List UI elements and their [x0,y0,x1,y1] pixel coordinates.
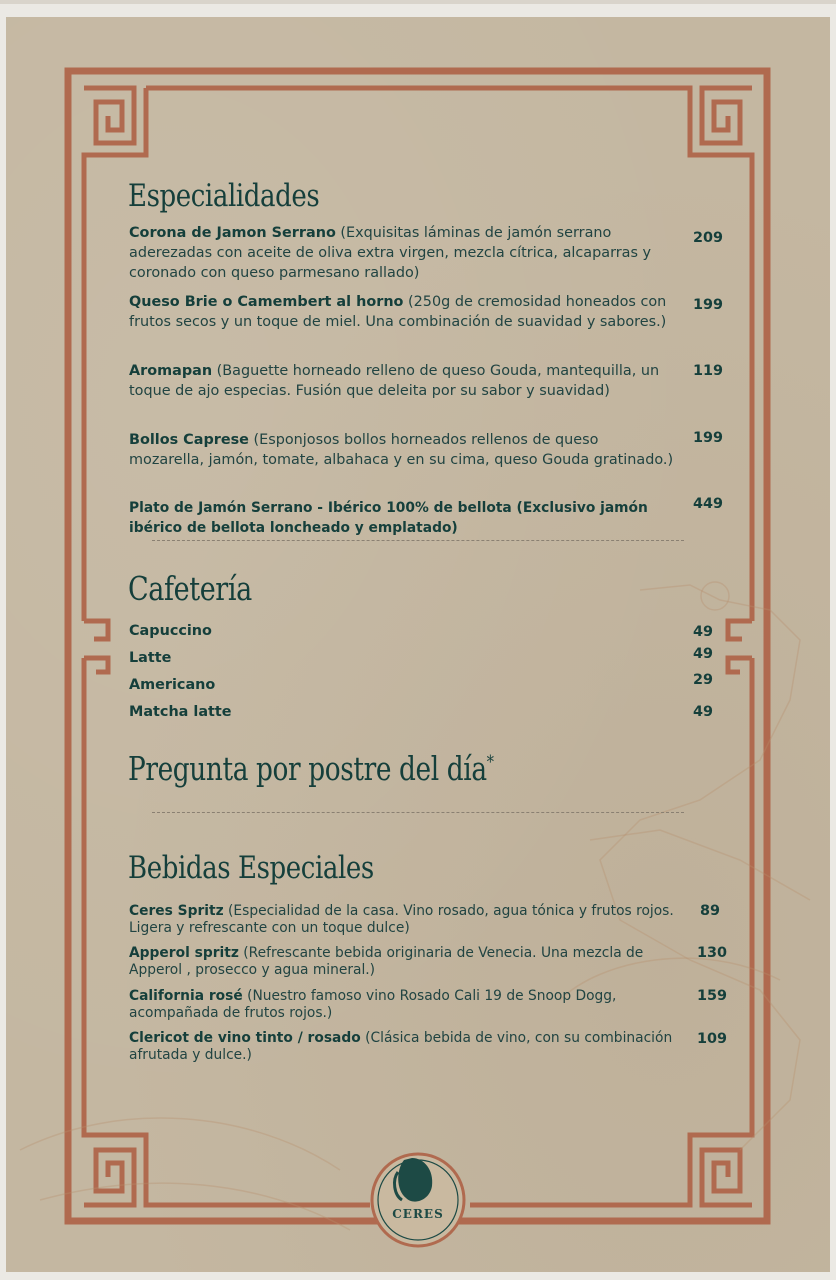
item-price: 89 [700,903,721,919]
menu-item [129,498,649,538]
menu-item [129,903,674,937]
item-name: Queso Brie o Camembert al horno [129,294,404,310]
menu-item [129,430,674,470]
item-price: 159 [697,988,728,1004]
logo-text: CERES [392,1207,444,1221]
item-price: 130 [697,945,728,961]
item-desc: (Especialidad de la casa. Vino rosado, agua tónica y frutos rojos. Ligera y refrescante con un toque dulce) [129,903,674,936]
item-desc: (Esponjosos bollos horneados rellenos de queso mozarella, jamón, tomate, albahaca y en su cima, queso Gouda gratinado.) [129,432,674,468]
menu-item [129,648,674,668]
item-name: Plato de Jamón Serrano - Ibérico 100% de bellota (Exclusivo jamón ibérico de bellota loncheado y emplatado) [129,500,648,536]
item-price: 449 [693,496,724,512]
menu-item [129,702,674,722]
menu-item [129,1030,674,1064]
menu-item [129,223,674,283]
item-name: Apperol spritz [129,945,239,961]
item-price: 209 [693,230,724,246]
item-desc: (Clásica bebida de vino, con su combinación afrutada y dulce.) [129,1030,673,1063]
item-price: 49 [693,624,714,640]
postre-notice [128,749,493,788]
item-desc: (250g de cremosidad honeados con frutos secos y un toque de miel. Una combinación de suavidad y sabores.) [129,294,667,330]
item-name: Americano [129,677,216,693]
menu-item [129,675,674,695]
item-name: Capuccino [129,623,212,639]
menu-item [129,621,674,641]
item-price: 29 [693,672,714,688]
menu-item [129,945,674,979]
item-desc: (Refrescante bebida originaria de Venecia. Una mezcla de Apperol , prosecco y agua mineral.) [129,945,644,978]
section-title-cafeteria: Cafetería [128,569,252,608]
item-name: Bollos Caprese [129,432,249,448]
item-price: 109 [697,1031,728,1047]
item-name: Ceres Spritz [129,903,224,919]
item-desc: (Nuestro famoso vino Rosado Cali 19 de Snoop Dogg, acompañada de frutos rojos.) [129,988,617,1021]
item-desc: (Exquisitas láminas de jamón serrano aderezadas con aceite de oliva extra virgen, mezcla cítrica, alcaparras y coronado con queso parmesano rallado) [129,225,652,281]
divider-dashed [152,812,684,813]
item-price: 49 [693,646,714,662]
section-title-bebidas: Bebidas Especiales [128,850,374,886]
item-price: 199 [693,430,724,446]
item-name: Matcha latte [129,704,232,720]
section-title-especialidades: Especialidades [128,178,320,214]
item-name: Clericot de vino tinto / rosado [129,1030,361,1046]
menu-item [129,292,674,332]
item-name: Latte [129,650,172,666]
item-name: Corona de Jamon Serrano [129,225,336,241]
divider-dashed [152,540,684,541]
item-price: 119 [693,363,724,379]
menu-item [129,988,674,1022]
menu-item [129,361,674,401]
item-price: 199 [693,297,724,313]
item-name: Aromapan [129,363,213,379]
item-name: California rosé [129,988,243,1004]
item-desc: (Baguette horneado relleno de queso Gouda, mantequilla, un toque de ajo especias. Fusión que deleita por su sabor y suavidad) [129,363,660,399]
postre-text: Pregunta por postre del día [128,749,487,788]
postre-asterisk: * [486,752,494,773]
ceres-goddess-logo [372,1154,464,1246]
item-price: 49 [693,704,714,720]
